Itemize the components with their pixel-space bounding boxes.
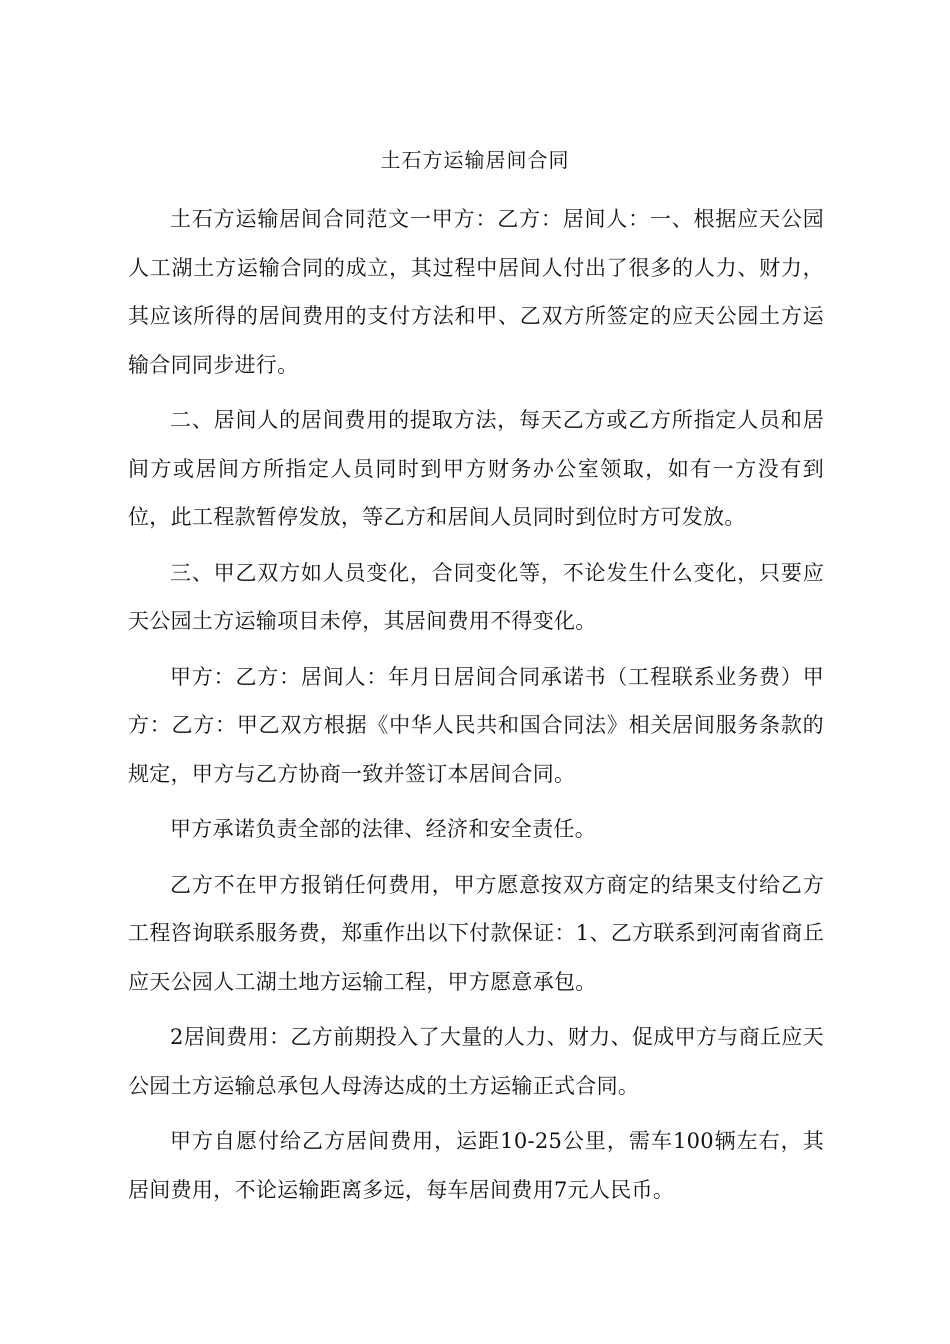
paragraph-3: 三、甲乙双方如人员变化，合同变化等，不论发生什么变化，只要应天公园土方运输项目未停，其居间费用不得变化。 xyxy=(128,560,824,633)
paragraph-1: 土石方运输居间合同范文一甲方：乙方：居间人：一、根据应天公园人工湖土方运输合同的成立，其过程中居间人付出了很多的人力、财力，其应该所得的居间费用的支付方法和甲、乙双方所签定的应天公园土方运输合同同步进行。 xyxy=(128,207,824,377)
document-body xyxy=(128,195,824,1221)
paragraph-7: 2居间费用：乙方前期投入了大量的人力、财力、促成甲方与商丘应天公园土方运输总承包人母涛达成的土方运输正式合同。 xyxy=(128,1025,824,1098)
document-title: 土石方运输居间合同 xyxy=(380,148,570,172)
paragraph-5: 甲方承诺负责全部的法律、经济和安全责任。 xyxy=(170,817,596,841)
paragraph-8: 甲方自愿付给乙方居间费用，运距10-25公里，需车100辆左右，其居间费用，不论运输距离多远，每车居间费用7元人民币。 xyxy=(128,1129,824,1202)
paragraph-6: 乙方不在甲方报销任何费用，甲方愿意按双方商定的结果支付给乙方工程咨询联系服务费，郑重作出以下付款保证：1、乙方联系到河南省商丘应天公园人工湖土地方运输工程，甲方愿意承包。 xyxy=(128,872,824,994)
paragraph-2: 二、居间人的居间费用的提取方法，每天乙方或乙方所指定人员和居间方或居间方所指定人员同时到甲方财务办公室领取，如有一方没有到位，此工程款暂停发放，等乙方和居间人员同时到位时方可发放。 xyxy=(128,408,824,529)
paragraph-4: 甲方：乙方：居间人：年月日居间合同承诺书（工程联系业务费）甲方：乙方：甲乙双方根据《中华人民共和国合同法》相关居间服务条款的规定，甲方与乙方协商一致并签订本居间合同。 xyxy=(128,664,824,786)
